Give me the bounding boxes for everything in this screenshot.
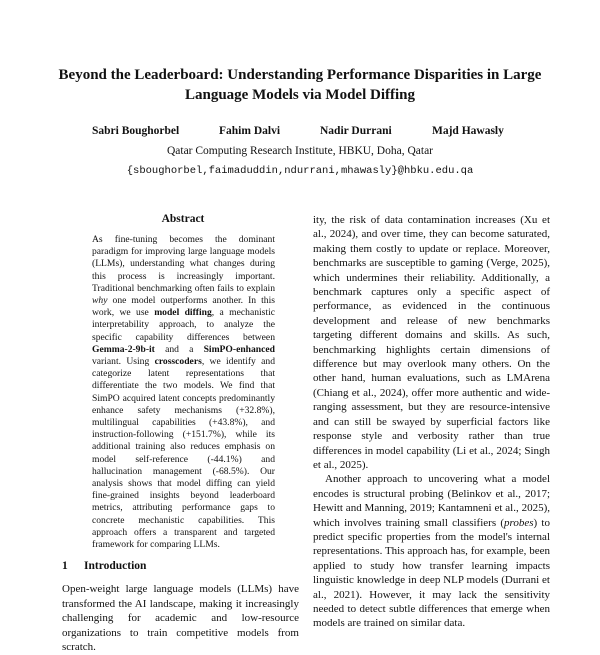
term-crosscoders: crosscoders bbox=[154, 356, 202, 368]
paragraph: Another approach to uncovering what a model encodes is structural probing (Belinkov et al., 2017; Hewitt and Manning, 2019; Kantamneni et al., 2025), which involves training small classifiers (probes) to predict specific properties from the model's internal representations. This approach has, for example, been applied to study how transfer learning impacts linguistic knowledge in deep NLP models (Durrani et al., 2021). However, it may lack the sensitivity needed to detect subtle differences that emerge when models are trained on similar data. bbox=[313, 473, 550, 630]
term-model-diffing: model diffing bbox=[154, 307, 212, 319]
paragraph: ity, the risk of data contamination increases (Xu et al., 2024), and over time, they can become saturated, making them costly to update or replace. Moreover, benchmarks are susceptible to gaming (Verge, 2025), which undermines their reliability. Additionally, a benchmark captures only a specific aspect of performance, as evidenced in the continuous development and release of new benchmarks targeting different domains and skills. As such, benchmarking highlights certain dimensions of difference but may overlook many others. On the other hand, human evaluations, such as LMArena (Chiang et al., 2024), offer more authentic and wide-ranging assessment, but they are resource-intensive and can still be swayed by superficial factors like response style and verbosity rather than true differences in model capability (Li et al., 2024; Singh et al., 2025). bbox=[313, 214, 550, 471]
right-column bbox=[313, 213, 550, 631]
model-gemma: Gemma-2-9b-it bbox=[92, 343, 155, 355]
affiliation: Qatar Computing Research Institute, HBKU, Doha, Qatar bbox=[166, 145, 434, 157]
author-name: Sabri Boughorbel bbox=[92, 125, 180, 137]
emphasis-why: why bbox=[92, 295, 108, 307]
author-name: Majd Hawasly bbox=[432, 125, 504, 137]
author-name: Nadir Durrani bbox=[320, 125, 392, 137]
section-number: 1 bbox=[62, 560, 68, 572]
model-simpo: SimPO-enhanced bbox=[203, 343, 275, 355]
abstract-heading: Abstract bbox=[161, 213, 205, 225]
emphasis-probes: probes bbox=[503, 516, 534, 529]
abstract-body: As fine-tuning becomes the dominant paradigm for improving large language models (LLMs), understanding what changes during this process is increasingly important. Traditional benchmarking often fails to explain why one model outperforms another. In this work, we use model diffing, a mechanistic interpretability approach, to analyze the specific capability differences between Gemma-2-9b-it and a SimPO-enhanced variant. Using crosscoders, we identify and categorize latent representations that differentiate the two models. We find that SimPO acquired latent concepts predominantly enhance safety mechanisms (+32.8%), multilingual capabilities (+43.8%), and instruction-following (+151.7%), while its additional training also reduces emphasis on model self-reference (-44.1%) and hallucination management (-68.5%). Our analysis shows that model diffing can yield fine-grained insights beyond leaderboard metrics, attributing performance gaps to concrete mechanistic capabilities. This approach offers a transparent and targeted framework for comparing LLMs. bbox=[92, 234, 275, 551]
author-list bbox=[0, 125, 600, 141]
section-title: Introduction bbox=[84, 560, 147, 572]
author-emails: {sboughorbel,faimaduddin,ndurrani,mhawasly}@hbku.edu.qa bbox=[126, 165, 474, 177]
paper-title: Beyond the Leaderboard: Understanding Performance Disparities in Large Language Models via Model Diffing bbox=[58, 67, 542, 103]
author-name: Fahim Dalvi bbox=[219, 125, 281, 137]
section-heading bbox=[62, 560, 146, 572]
intro-body: Open-weight large language models (LLMs) have transformed the AI landscape, making it increasingly challenging for academic and low-resource organizations to train competitive models from scratch. bbox=[62, 583, 299, 653]
